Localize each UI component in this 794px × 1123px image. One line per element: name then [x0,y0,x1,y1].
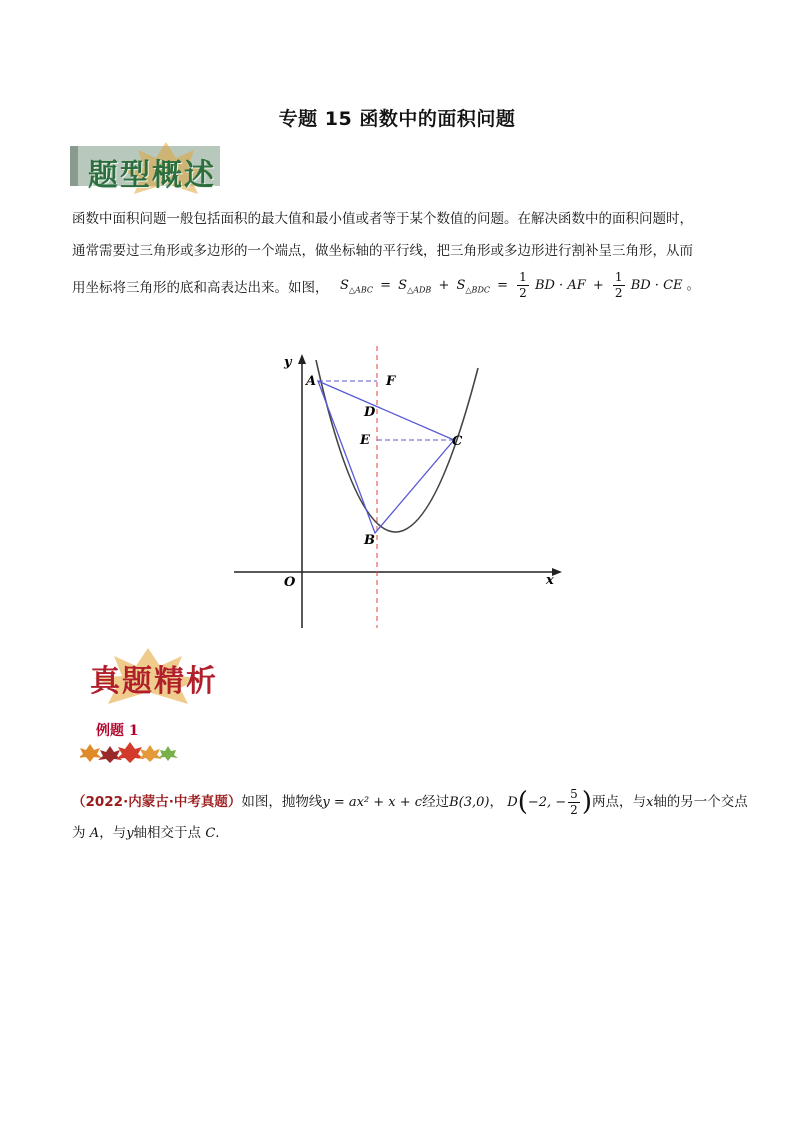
point-c: C [205,826,216,841]
fraction-five-halves: $\frac{5}{2}$ [570,787,578,817]
formula-plus1: + [438,278,450,293]
label-f: F [386,374,396,389]
label-x: x [546,573,554,588]
fraction-half-2: $\frac{1}{2}$ [614,270,623,300]
problem-text-4: 轴的另一个交点 [653,794,748,810]
formula-s2: S [398,278,408,293]
point-b: B(3,0) [449,795,490,810]
formula-sub-adb: △ADB [407,285,432,295]
formula-sub-abc: △ABC [348,285,373,295]
label-y: y [284,355,292,370]
leaves-decoration-icon [80,740,180,764]
problem-source: （2022·内蒙古·中考真题） [72,794,242,810]
intro-line-3: 用坐标将三角形的底和高表达出来。如图， [72,280,329,296]
parabola-figure [232,340,572,632]
triangle-abc [318,381,454,533]
label-d: D [364,405,376,420]
problem-text-1: 如图，抛物线 [241,794,323,810]
page-title: 专题 15 函数中的面积问题 [278,108,516,130]
formula-term2: BD · CE [630,278,683,293]
point-d: D(−2, − $\frac{5}{2}$ ) [507,787,592,817]
point-a: A [89,826,100,841]
intro-line-1: 函数中面积问题一般包括面积的最大值和最小值或者等于某个数值的问题。在解决函数中的面积问题时， [72,211,693,227]
formula-eq: = [380,278,392,293]
fraction-half-1: $\frac{1}{2}$ [519,270,527,300]
formula-end: 。 [686,278,700,293]
example-label [80,720,180,766]
label-c: C [452,434,463,449]
parabola-equation: y = ax² + x + c [322,795,423,810]
formula-s3: S [456,278,466,293]
problem-text-3: 两点，与 [591,794,646,810]
section-banner-overview [70,140,230,194]
problem-line-1 [72,787,752,818]
banner-title: 真题精析 [90,664,218,699]
formula-eq2: = [497,278,509,293]
y-axis-arrow [298,354,306,364]
formula-plus2: + [592,278,604,293]
section-banner-exam [78,646,238,706]
problem-line-2: 为 A，与y轴相交于点 C. [72,825,220,841]
example-title: 例题 1 [96,723,139,739]
formula-s1: S [340,278,349,293]
label-o: O [284,575,296,590]
problem-comma: ， [489,794,503,810]
problem-text-2: 经过 [422,794,450,810]
intro-line-2: 通常需要过三角形或多边形的一个端点，做坐标轴的平行线，把三角形或多边形进行割补呈三角形，从而 [72,243,693,259]
label-e: E [360,433,370,448]
x-var: x [645,795,654,810]
formula-term1: BD · AF [534,278,586,293]
y-var: y [126,826,134,841]
formula-sub-bdc: △BDC [465,285,490,295]
area-formula [340,270,700,310]
label-a: A [306,374,317,389]
label-b: B [364,533,375,548]
banner-title: 题型概述 [88,158,216,193]
